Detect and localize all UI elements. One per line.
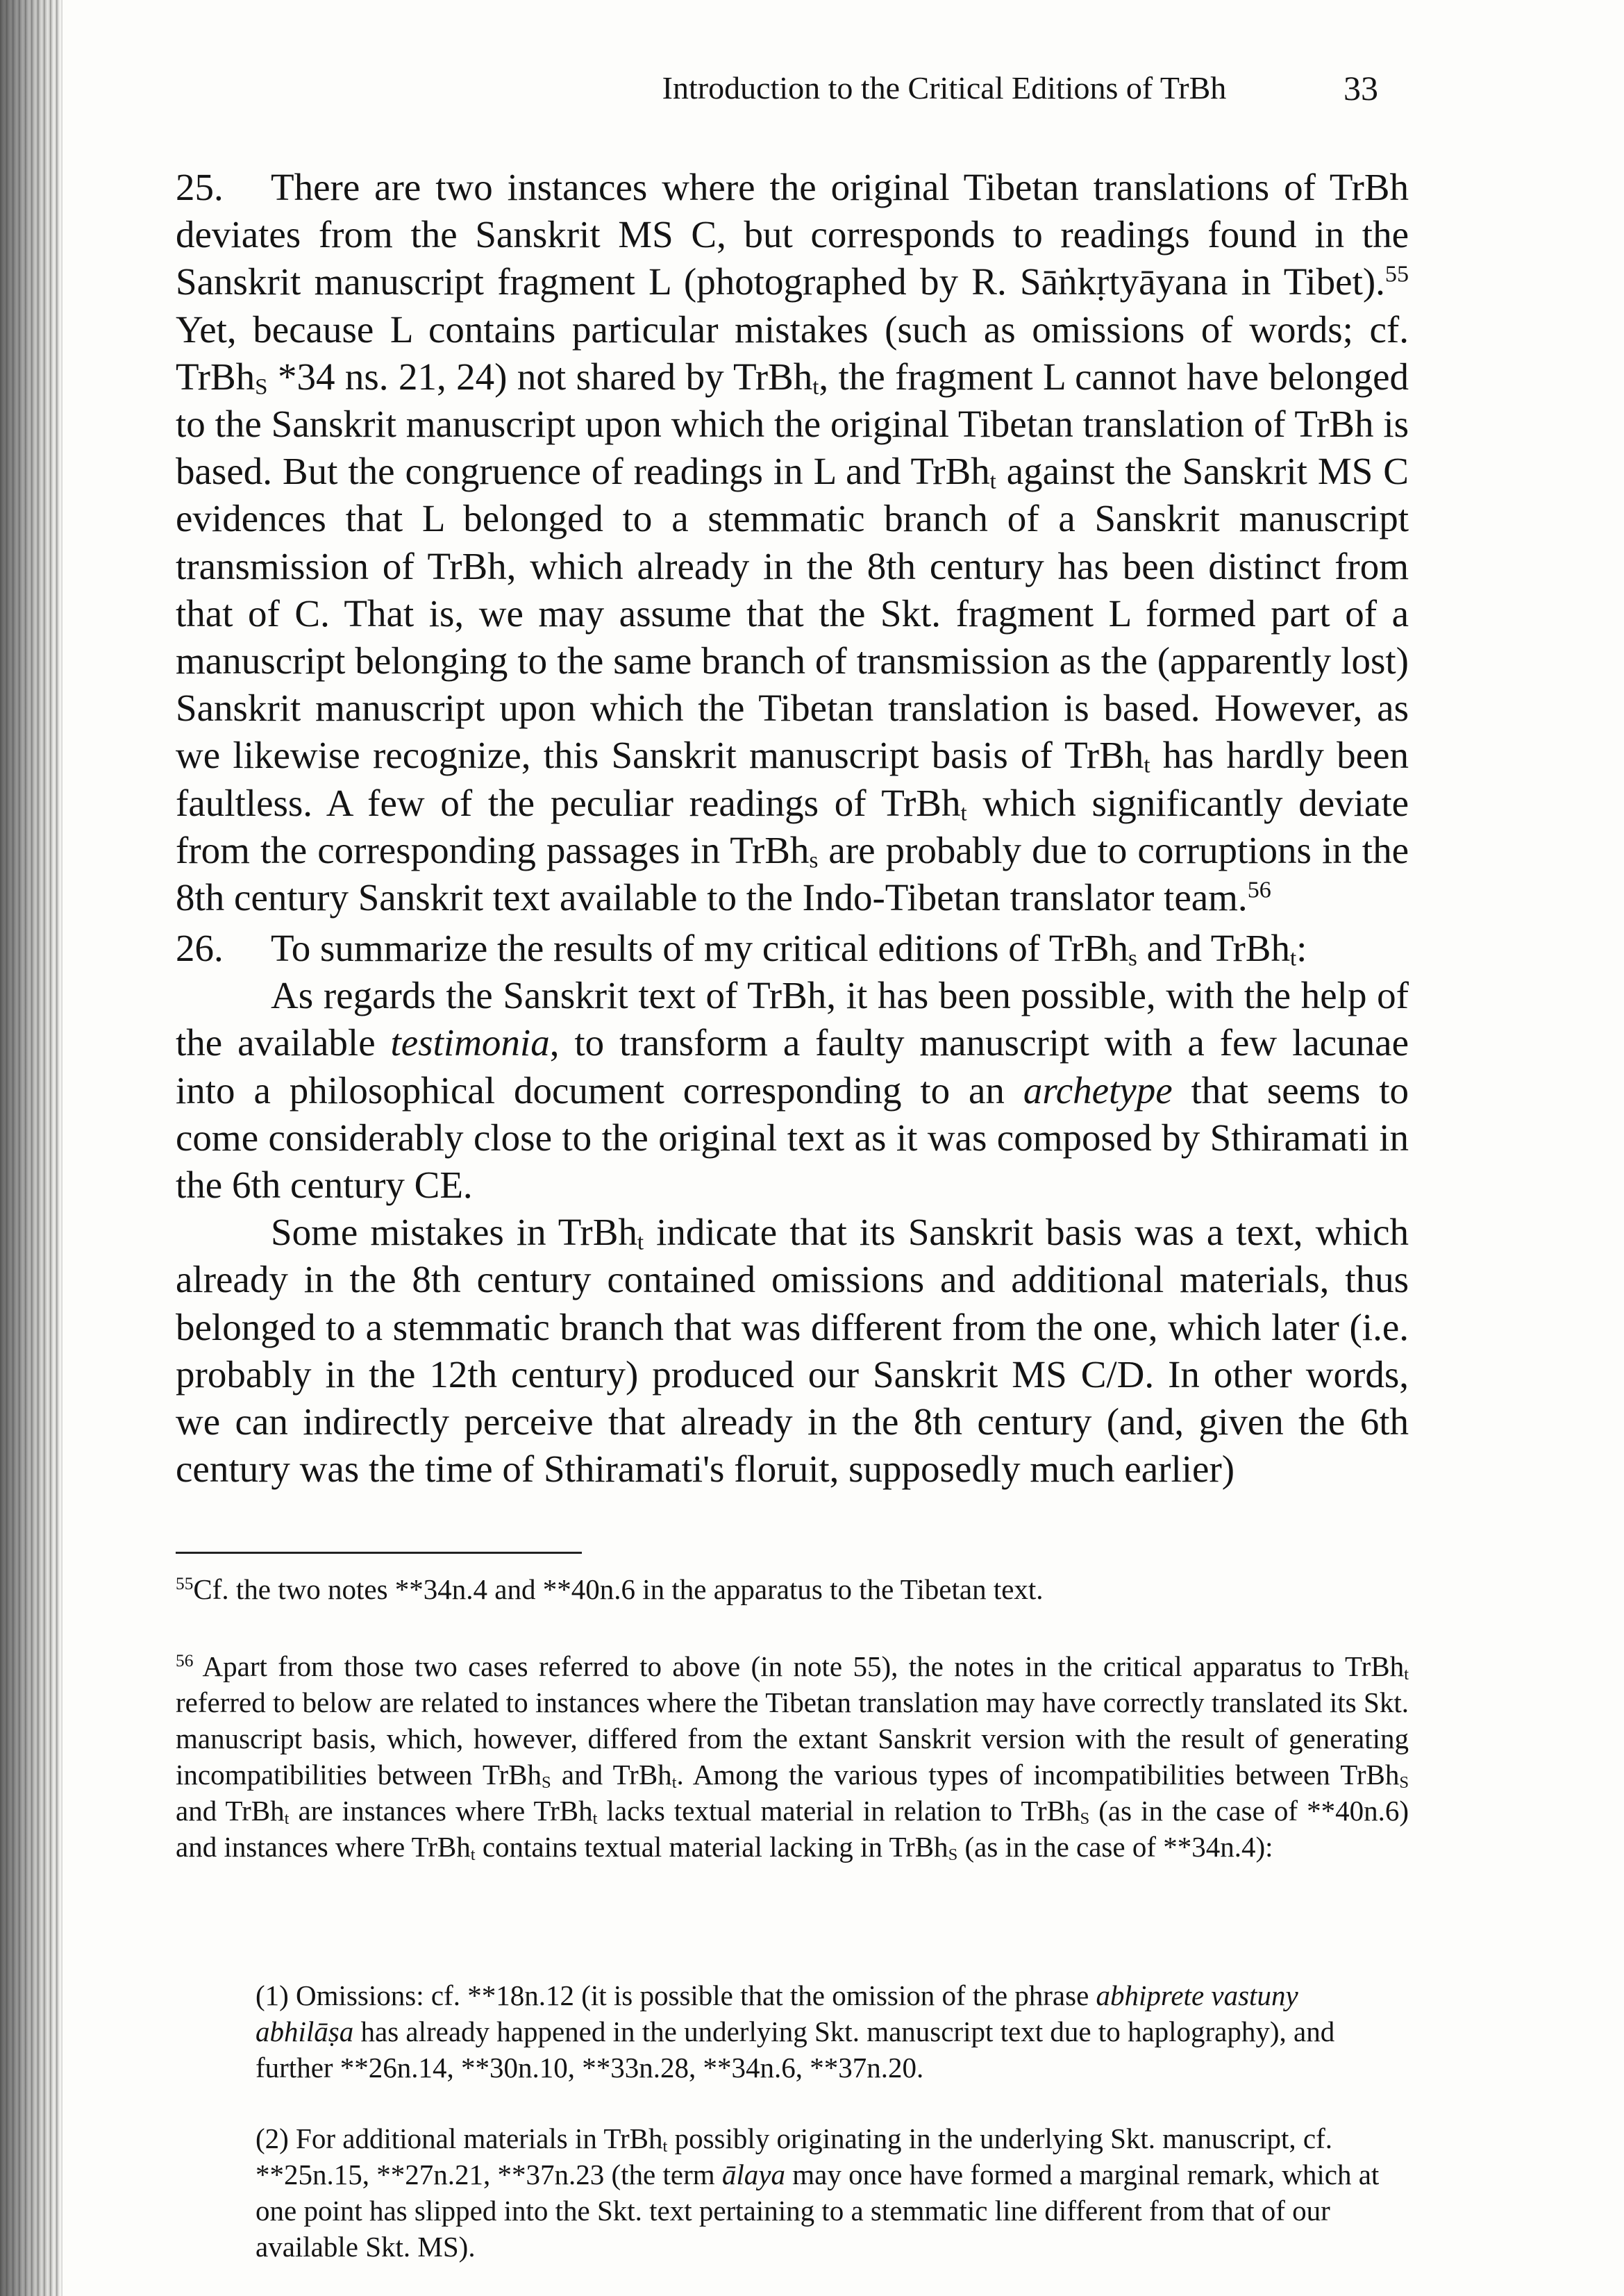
scanned-book-spine-edge bbox=[0, 0, 62, 2296]
paragraph-26-sanskrit-summary: As regards the Sanskrit text of TrBh, it has been possible, with the help of the available testimonia, to transform a faulty manuscript with a few lacunae into a philosophical document corresponding to an archetype that seems to come considerably close to the original text as it was composed by Sthiramati in the 6th century CE. bbox=[176, 974, 1409, 1207]
running-header: Introduction to the Critical Editions of TrBh bbox=[662, 70, 1227, 106]
footnote-56-item-omissions: (1) Omissions: cf. **18n.12 (it is possible that the omission of the phrase abhiprete vastuny abhilāṣa has already happened in the underlying Skt. manuscript text due to haplography), and further **26n.14, **30n.10, **33n.28, **34n.6, **37n.20. bbox=[256, 1979, 1335, 2084]
footnote-56: $^{56}$ Apart from those two cases referred to above (in note 55), the notes in the critical apparatus to TrBh$_t$ referred to below are related to instances where the Tibetan translation may have correctly translated its Skt. manuscript basis, which, however, differed from the extant Sanskrit version with the result of generating incompatibilities between TrBh$_S$ and TrBh$_t$. Among the various types of incompatibilities between TrBh$_S$ and TrBh$_t$ are instances where TrBh$_t$ lacks textual material in relation to TrBh$_S$ (as in the case of **40n.6) and instances where TrBh$_t$ contains textual material lacking in TrBh$_S$ (as in the case of **34n.4): bbox=[176, 1650, 1409, 1864]
paragraph-number: 26. bbox=[176, 927, 224, 969]
footnote-56-item-additions: (2) For additional materials in TrBh$_t$ possibly originating in the underlying Skt. manuscript, cf. **25n.15, **27n.21, **37n.23 (the term ālaya may once have formed a marginal remark, which at one point has slipped into the Skt. text pertaining to a stemmatic line different from that of our available Skt. MS). bbox=[256, 2122, 1380, 2263]
paragraph-number: 25. bbox=[176, 166, 224, 208]
footnote-number: 56 bbox=[176, 1651, 194, 1671]
paragraph-26-tibetan-summary: Some mistakes in TrBh$_t$ indicate that its Sanskrit basis was a text, which already in the 8th century contained omissions and additional materials, thus belonged to a stemmatic branch that was different from the one, which later (i.e. probably in the 12th century) produced our Sanskrit MS C/D. In other words, we can indirectly perceive that already in the 8th century (and, given the 6th century was the time of Sthiramati's floruit, supposedly much earlier) bbox=[176, 1211, 1409, 1491]
paragraph-26-lead: 26. To summarize the results of my critical editions of TrBh$_s$ and TrBh$_t$: bbox=[176, 925, 1409, 972]
footnote-ref-56: 56 bbox=[1247, 877, 1271, 903]
footnote-number: 55 bbox=[176, 1574, 194, 1594]
paragraph-26 bbox=[176, 925, 1409, 1493]
footnote-55: $^{55}$Cf. the two notes **34n.4 and **40n.6 in the apparatus to the Tibetan text. bbox=[176, 1573, 1044, 1605]
page-number: 33 bbox=[1343, 69, 1378, 108]
footnote-ref-55: 55 bbox=[1384, 261, 1409, 287]
footnote-separator bbox=[176, 1552, 582, 1554]
paragraph-25: 25. There are two instances where the original Tibetan translations of TrBh deviates from the Sanskrit MS C, but corresponds to readings found in the Sanskrit manuscript fragment L (photographed by R. Sāṅkṛtyāyana in Tibet).$^{55}$ Yet, because L contains particular mistakes (such as omissions of words; cf. TrBh$_S$ *34 ns. 21, 24) not shared by TrBh$_t$, the fragment L cannot have belonged to the Sanskrit manuscript upon which the original Tibetan translation of TrBh is based. But the congruence of readings in L and TrBh$_t$ against the Sanskrit MS C evidences that L belonged to a stemmatic branch of a Sanskrit manuscript transmission of TrBh, which already in the 8th century has been distinct from that of C. That is, we may assume that the Skt. fragment L formed part of a manuscript belonging to the same branch of transmission as the (apparently lost) Sanskrit manuscript upon which the Tibetan translation is based. However, as we likewise recognize, this Sanskrit manuscript basis of TrBh$_t$ has hardly been faultless. A few of the peculiar readings of TrBh$_t$ which significantly deviate from the corresponding passages in TrBh$_s$ are probably due to corruptions in the 8th century Sanskrit text available to the Indo-Tibetan translator team.$^{56}$ bbox=[176, 164, 1409, 921]
